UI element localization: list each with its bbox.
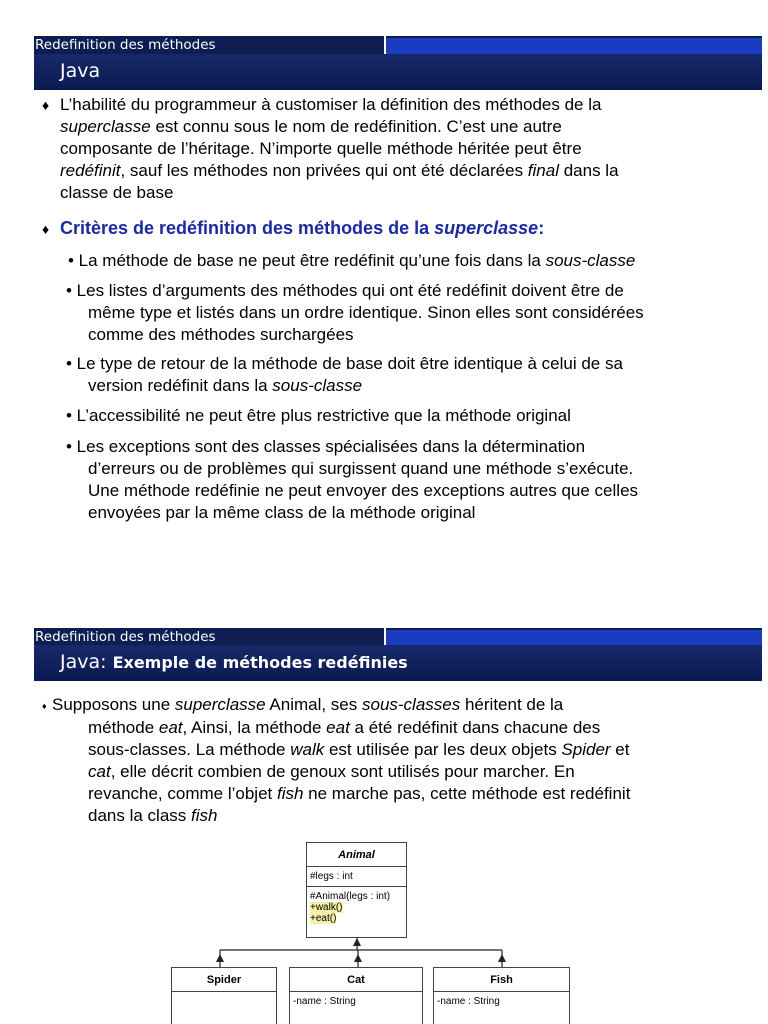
para-emph: eat (326, 717, 350, 737)
para-text: sous-classes. La méthode (88, 739, 291, 759)
para-emph: sous-classes (361, 695, 461, 714)
uml-attributes (172, 992, 276, 1012)
para-line (42, 739, 762, 761)
intro-text: , sauf les méthodes non privées qui ont été déclarées (120, 161, 528, 180)
section-accent (386, 630, 762, 645)
criteria-text: Critères de redéfinition des méthodes de la (60, 218, 435, 238)
item-text: version redéfinit dans la (88, 376, 273, 395)
item-text (66, 375, 746, 397)
slide-title-text: Java (60, 60, 101, 82)
item-text: • La méthode de base ne peut être redéfinit qu’une fois dans la (68, 251, 546, 270)
intro-line (42, 116, 742, 138)
item-text: • L’accessibilité ne peut être plus restrictive que la méthode original (66, 406, 571, 425)
uml-method-highlighted: +eat() (310, 913, 337, 924)
criteria-item-2 (66, 280, 746, 346)
uml-method-highlighted: +walk() (310, 902, 343, 913)
criteria-heading (42, 216, 742, 241)
section-title: Redefinition des méthodes (34, 628, 384, 645)
slide-title (34, 645, 762, 681)
uml-class-name: Animal (307, 843, 406, 867)
para-emph: Spider (561, 739, 611, 759)
uml-class-name: Fish (434, 968, 569, 992)
uml-class-animal (306, 842, 407, 938)
item-text: • Le type de retour de la méthode de base doit être identique à celui de sa (66, 354, 623, 373)
uml-class-fish (433, 967, 570, 1024)
criteria-emph: superclasse (434, 218, 539, 238)
section-title: Redefinition des méthodes (34, 36, 384, 54)
para-emph: eat (158, 717, 183, 737)
section-bar (34, 628, 762, 645)
item-text: même type et listés dans un ordre identique. Sinon elles sont considérées (88, 303, 644, 322)
section-bar (34, 36, 762, 54)
criteria-item-3 (66, 353, 746, 397)
para-emph: fish (191, 805, 218, 825)
slide-title (34, 54, 762, 90)
uml-methods (307, 887, 406, 928)
uml-class-name: Spider (172, 968, 276, 992)
para-emph: cat (88, 761, 111, 781)
intro-text: dans la (558, 161, 619, 180)
criteria-text: : (538, 218, 545, 238)
section-accent (386, 38, 762, 54)
para-text: et (610, 739, 630, 759)
para-text: a été redéfinit dans chacune des (349, 717, 601, 737)
para-text: ne marche pas, cette méthode est redéfinit (303, 783, 631, 803)
diamond-bullet-icon: ♦ (42, 221, 50, 237)
criteria-item-4 (66, 405, 746, 427)
item-text: • Les listes d’arguments des méthodes qui ont été redéfinit doivent être de (66, 281, 624, 300)
para-text: Supposons une (52, 695, 175, 714)
para-line (42, 805, 762, 827)
para-text: héritent de la (460, 695, 564, 714)
intro-line (42, 160, 742, 182)
para-line (42, 783, 762, 805)
item-text: d’erreurs ou de problèmes qui surgissent quand une méthode s’exécute. (88, 459, 634, 478)
para-text: méthode (88, 717, 159, 737)
uml-class-spider (171, 967, 277, 1024)
para-text: , elle décrit combien de genoux sont utilisés pour marcher. En (110, 761, 575, 781)
slide-title-text: Java: (60, 651, 113, 673)
diamond-bullet-icon: ♦ (42, 700, 47, 711)
para-emph: fish (276, 783, 304, 803)
para-text: revanche, comme l’objet (88, 783, 277, 803)
uml-method: #Animal(legs : int) (310, 891, 391, 902)
intro-emph: redéfinit (60, 161, 121, 180)
para-emph: superclasse (174, 695, 266, 714)
intro-line: L’habilité du programmeur à customiser la définition des méthodes de la (60, 95, 602, 114)
para-text: dans la class (88, 805, 191, 825)
intro-line: classe de base (60, 183, 174, 202)
intro-text: est connu sous le nom de redéfinition. C’est une autre (150, 117, 562, 136)
slide-2 (0, 628, 768, 1024)
para-emph: walk (290, 739, 325, 759)
item-text: comme des méthodes surchargées (88, 325, 354, 344)
intro-line: composante de l’héritage. N’importe quelle méthode héritée peut être (60, 139, 582, 158)
item-text: • Les exceptions sont des classes spécialisées dans la détermination (66, 437, 586, 456)
uml-class-name: Cat (290, 968, 422, 992)
diamond-bullet-icon: ♦ (42, 97, 50, 113)
uml-attributes: -name : String (293, 996, 356, 1007)
uml-class-cat (289, 967, 423, 1024)
criteria-item-5 (66, 436, 746, 524)
item-emph: sous-classe (272, 376, 363, 395)
example-paragraph (42, 694, 762, 827)
intro-emph: final (527, 161, 559, 180)
para-line (42, 761, 762, 783)
item-text: envoyées par la même class de la méthode original (88, 503, 476, 522)
criteria-item-1 (68, 250, 748, 272)
slide-title-bold: Exemple de méthodes redéfinies (112, 653, 408, 672)
uml-attributes: -name : String (437, 996, 500, 1007)
para-text: Animal, ses (265, 695, 362, 714)
item-emph: sous-classe (545, 251, 636, 270)
intro-emph: superclasse (60, 117, 151, 136)
para-text: est utilisée par les deux objets (324, 739, 562, 759)
para-text: , Ainsi, la méthode (182, 717, 327, 737)
para-line (42, 717, 762, 739)
uml-attributes: #legs : int (307, 867, 406, 887)
intro-paragraph (42, 94, 742, 204)
item-text: Une méthode redéfinie ne peut envoyer des exceptions autres que celles (88, 481, 639, 500)
